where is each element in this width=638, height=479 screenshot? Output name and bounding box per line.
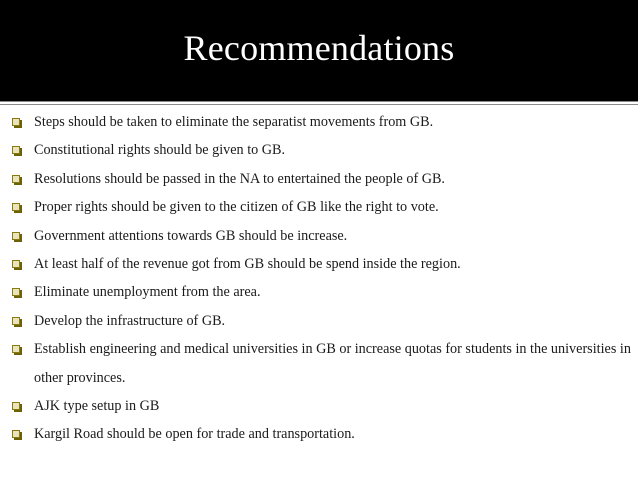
bullet-text: Proper rights should be given to the citizen of GB like the right to vote. — [34, 199, 439, 216]
bullet-text: Steps should be taken to eliminate the separatist movements from GB. — [34, 114, 434, 130]
square-bullet-icon — [12, 146, 20, 154]
bullet-text: Establish engineering and medical universities in GB or increase quotas for students in the universities in other provinces. — [34, 341, 631, 386]
square-bullet-icon — [12, 288, 20, 296]
square-bullet-icon — [12, 430, 20, 438]
square-bullet-icon — [12, 317, 20, 325]
bullet-text: Constitutional rights should be given to GB. — [34, 142, 286, 159]
bullet-item — [0, 193, 638, 221]
title-bar — [0, 0, 638, 101]
bullet-item — [0, 420, 638, 448]
square-bullet-icon — [12, 260, 20, 268]
bullet-text: AJK type setup in GB — [34, 398, 160, 415]
bullet-item — [0, 250, 638, 278]
bullet-text: At least half of the revenue got from GB should be spend inside the region. — [34, 256, 461, 273]
bullet-item — [0, 392, 638, 420]
bullet-text: Develop the infrastructure of GB. — [34, 312, 226, 329]
bullet-text: Resolutions should be passed in the NA to entertained the people of GB. — [34, 170, 445, 187]
bullet-item — [0, 278, 638, 306]
bullet-text: Kargil Road should be open for trade and transportation. — [34, 426, 355, 443]
bullet-text: Government attentions towards GB should be increase. — [34, 227, 348, 244]
square-bullet-icon — [12, 232, 20, 240]
title-divider — [0, 101, 638, 105]
bullet-item — [0, 222, 638, 250]
square-bullet-icon — [12, 118, 20, 126]
slide-title: Recommendations — [183, 28, 455, 68]
bullet-item — [0, 136, 638, 164]
bullet-list — [0, 108, 638, 449]
square-bullet-icon — [12, 175, 20, 183]
bullet-item — [0, 335, 638, 392]
bullet-text: Eliminate unemployment from the area. — [34, 284, 261, 301]
bullet-item — [0, 108, 638, 136]
square-bullet-icon — [12, 203, 20, 211]
bullet-item — [0, 307, 638, 335]
bullet-item — [0, 165, 638, 193]
square-bullet-icon — [12, 402, 20, 410]
square-bullet-icon — [12, 345, 20, 353]
